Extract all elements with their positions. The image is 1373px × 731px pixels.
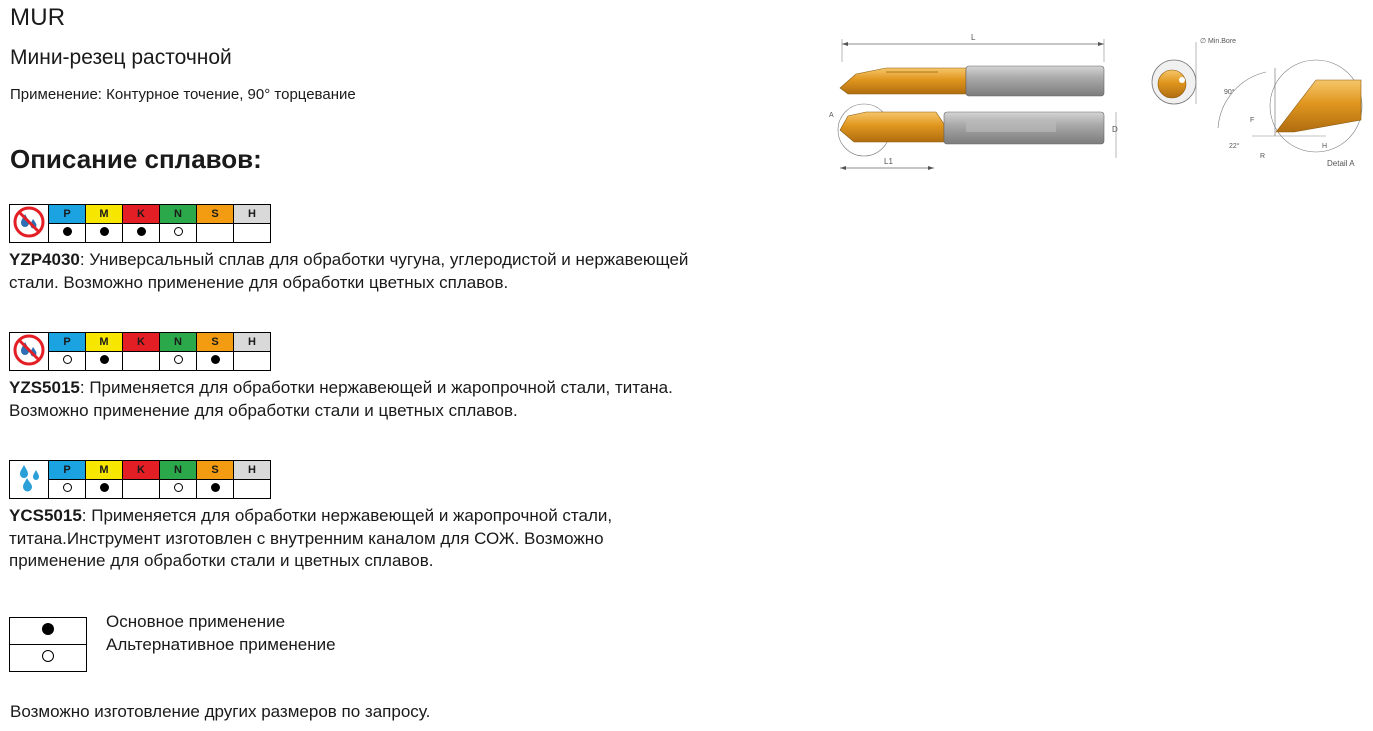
no-coolant-icon — [12, 333, 46, 370]
top-view — [840, 33, 1104, 96]
dimension-label-l: L — [971, 33, 976, 42]
material-header-k: K — [123, 333, 160, 352]
material-mark-h — [234, 480, 271, 499]
material-mark-n — [160, 224, 197, 243]
legend-table — [9, 617, 87, 672]
material-header-h: H — [234, 205, 271, 224]
material-header-s: S — [197, 461, 234, 480]
material-table — [9, 332, 271, 371]
footer-note: Возможно изготовление других размеров по запросу. — [10, 702, 431, 721]
material-mark-s — [197, 224, 234, 243]
legend-text — [106, 611, 346, 656]
tool-drawing — [826, 28, 1371, 178]
coolant-icon-cell — [10, 205, 49, 243]
grade-description — [9, 505, 699, 573]
filled-circle-icon — [211, 355, 220, 364]
material-mark-m — [86, 224, 123, 243]
application-text: Применение: Контурное точение, 90° торцевание — [10, 86, 356, 103]
material-mark-s — [197, 352, 234, 371]
dimension-label-l1: L1 — [884, 157, 893, 166]
material-mark-p — [49, 352, 86, 371]
coolant-icon-cell — [10, 333, 49, 371]
dimension-label-h: H — [1322, 143, 1328, 150]
coolant-icon-cell — [10, 461, 49, 499]
radius-label-r: R — [1260, 153, 1266, 160]
detail-a-view — [1218, 60, 1362, 168]
dimension-label-f: F — [1250, 117, 1255, 124]
material-header-s: S — [197, 333, 234, 352]
material-mark-k — [123, 480, 160, 499]
section-heading: Описание сплавов: — [10, 144, 262, 174]
material-mark-k — [123, 352, 160, 371]
empty-circle-icon — [174, 355, 183, 364]
detail-marker-a: A — [829, 112, 834, 119]
material-header-m: M — [86, 333, 123, 352]
filled-circle-icon — [42, 623, 54, 635]
material-header-p: P — [49, 461, 86, 480]
legend-alternative-label: Альтернативное применение — [106, 634, 336, 654]
empty-circle-icon — [174, 483, 183, 492]
material-header-p: P — [49, 333, 86, 352]
material-header-m: M — [86, 461, 123, 480]
material-mark-n — [160, 480, 197, 499]
coolant-drops-icon — [12, 461, 46, 498]
empty-circle-icon — [174, 227, 183, 236]
grade-block — [9, 204, 699, 294]
material-mark-p — [49, 480, 86, 499]
material-table — [9, 204, 271, 243]
angle-22-label: 22° — [1229, 143, 1240, 150]
grade-code: YCS5015 — [9, 506, 82, 525]
filled-circle-icon — [63, 227, 72, 236]
material-mark-s — [197, 480, 234, 499]
material-mark-n — [160, 352, 197, 371]
page-subtitle: Мини-резец расточной — [10, 46, 232, 69]
material-mark-p — [49, 224, 86, 243]
material-table — [9, 460, 271, 499]
grade-text: : Применяется для обработки нержавеющей и жаропрочной стали, титана.Инструмент изготовлен с внутренним каналом для СОЖ. Возможно применение для обработки стали и цветных сплавов. — [9, 506, 613, 570]
min-bore-label: ∅ Min.Bore — [1200, 38, 1237, 45]
material-header-n: N — [160, 333, 197, 352]
material-mark-k — [123, 224, 160, 243]
material-header-k: K — [123, 461, 160, 480]
legend-alternative-cell — [10, 645, 87, 672]
material-header-h: H — [234, 461, 271, 480]
grade-code: YZP4030 — [9, 250, 80, 269]
empty-circle-icon — [63, 355, 72, 364]
filled-circle-icon — [137, 227, 146, 236]
material-header-k: K — [123, 205, 160, 224]
legend-primary-label: Основное применение — [106, 612, 286, 631]
material-mark-m — [86, 480, 123, 499]
grade-text: : Универсальный сплав для обработки чугуна, углеродистой и нержавеющей стали. Возможно применение для обработки цветных сплавов. — [9, 250, 689, 292]
material-header-s: S — [197, 205, 234, 224]
grade-block — [9, 332, 699, 422]
filled-circle-icon — [100, 355, 109, 364]
grade-description — [9, 249, 699, 294]
filled-circle-icon — [211, 483, 220, 492]
no-coolant-icon — [12, 205, 46, 242]
angle-90-label: 90° — [1224, 89, 1235, 96]
material-mark-h — [234, 352, 271, 371]
material-mark-m — [86, 352, 123, 371]
material-header-n: N — [160, 461, 197, 480]
material-header-m: M — [86, 205, 123, 224]
material-mark-h — [234, 224, 271, 243]
filled-circle-icon — [100, 227, 109, 236]
grade-block — [9, 460, 699, 573]
dimension-label-d: D — [1112, 125, 1118, 134]
empty-circle-icon — [42, 650, 54, 662]
filled-circle-icon — [100, 483, 109, 492]
grade-description — [9, 377, 699, 422]
legend-primary-cell — [10, 618, 87, 645]
grade-code: YZS5015 — [9, 378, 80, 397]
grade-text: : Применяется для обработки нержавеющей и жаропрочной стали, титана. Возможно применение для обработки стали и цветных сплавов. — [9, 378, 673, 420]
detail-a-label: Detail A — [1327, 159, 1355, 168]
page-title: MUR — [10, 4, 66, 31]
empty-circle-icon — [63, 483, 72, 492]
material-header-h: H — [234, 333, 271, 352]
material-header-p: P — [49, 205, 86, 224]
side-view — [829, 104, 1118, 170]
material-header-n: N — [160, 205, 197, 224]
